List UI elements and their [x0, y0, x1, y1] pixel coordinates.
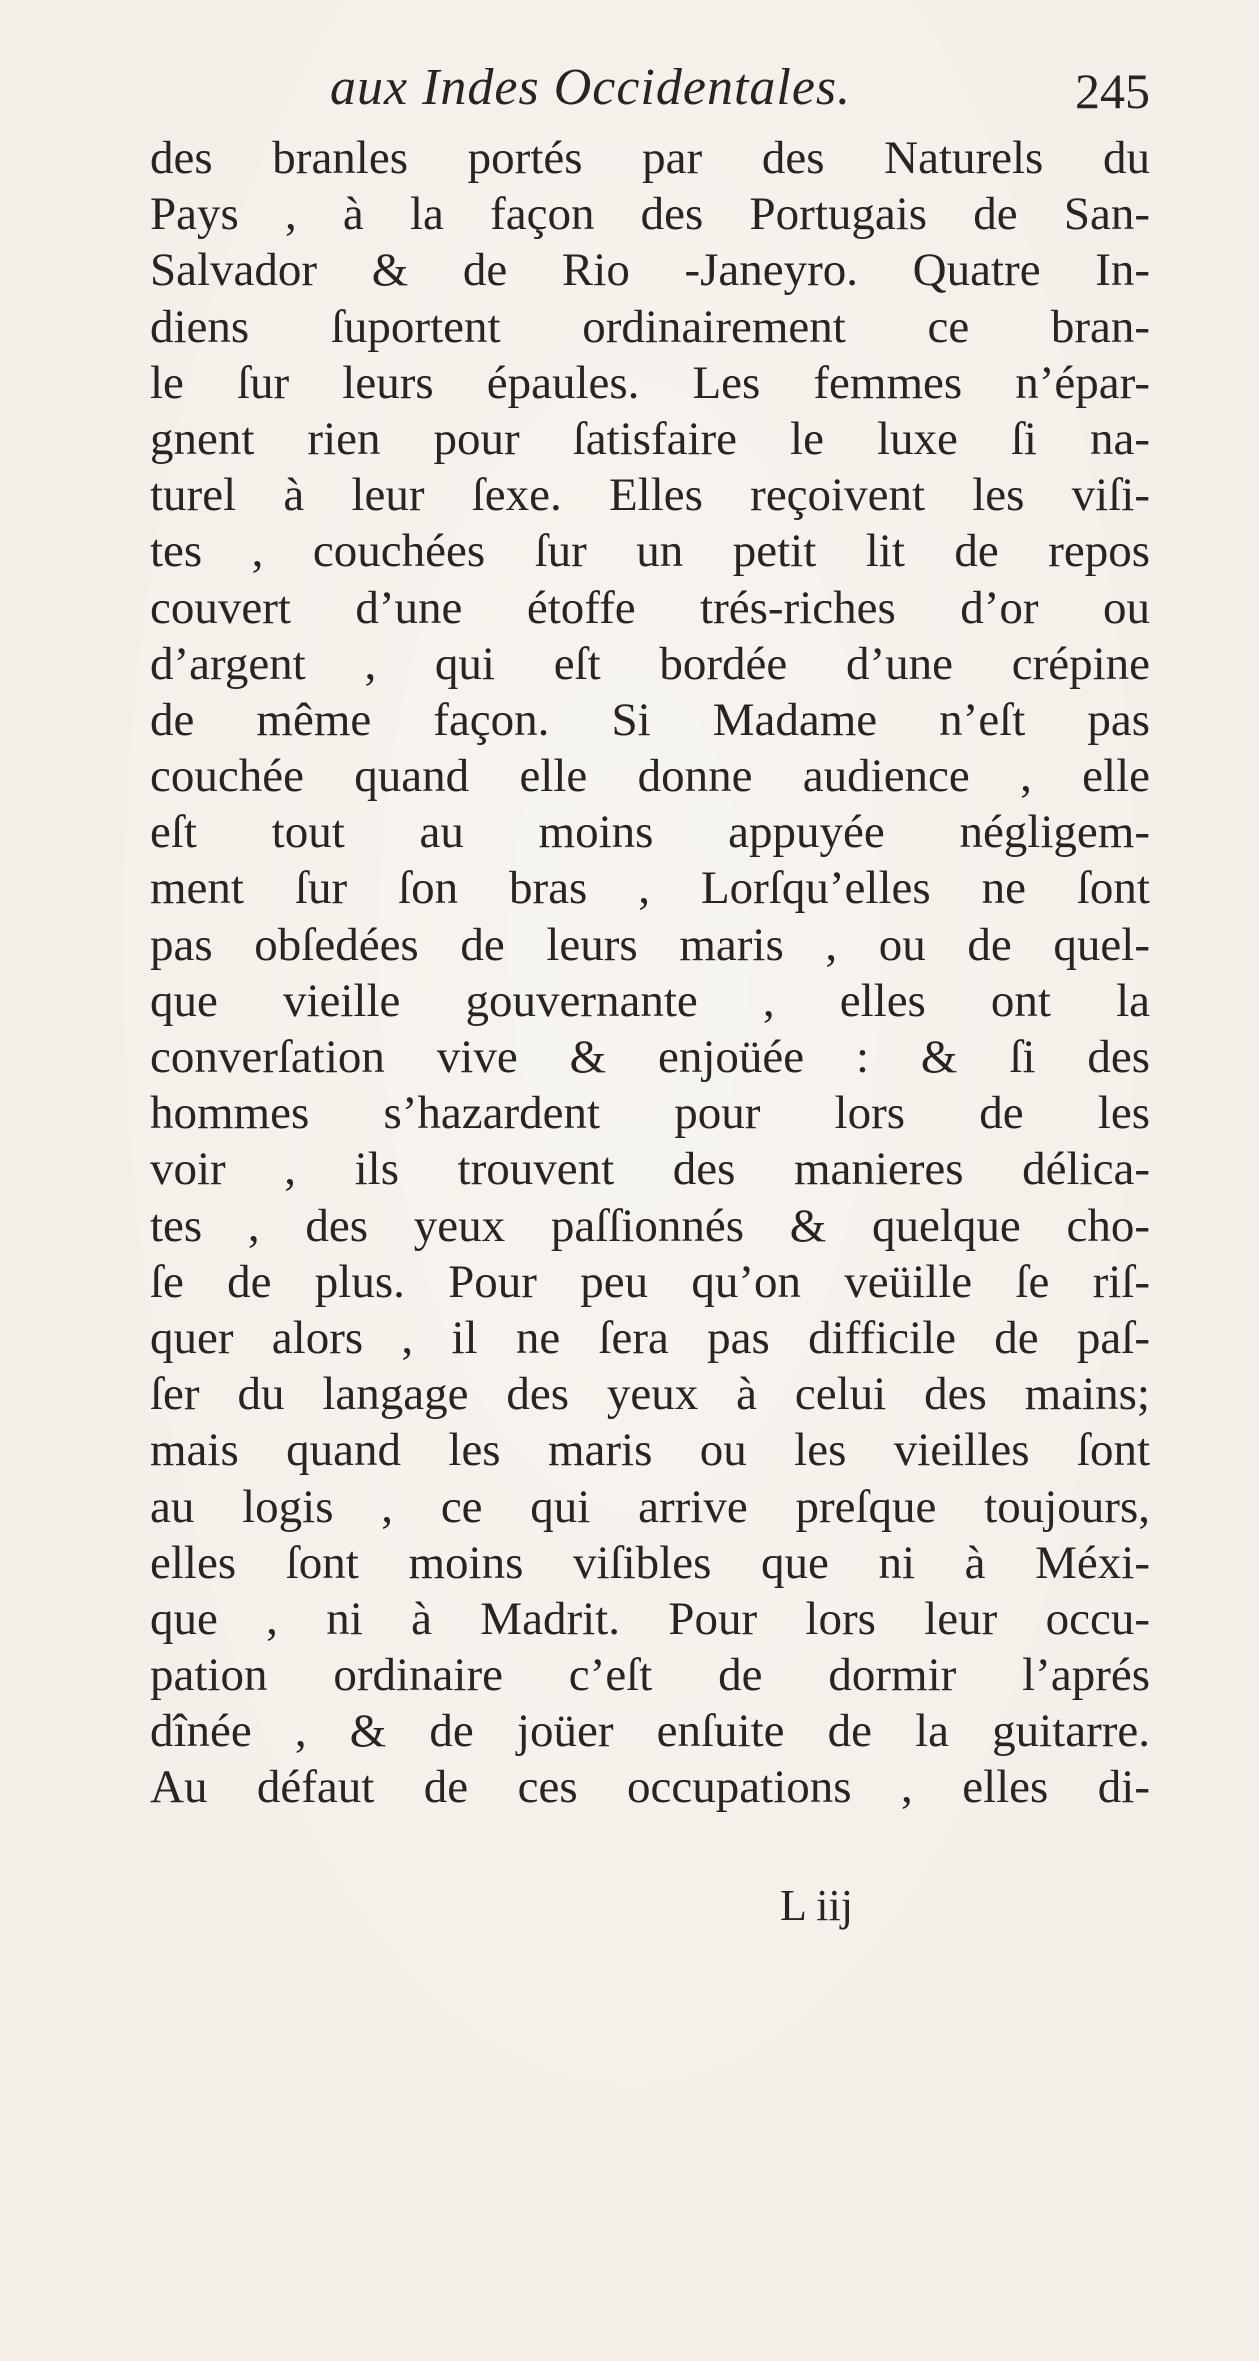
text-line: ſer du langage des yeux à celui des mains;: [150, 1368, 1150, 1421]
text-line: voir , ils trouvent des manieres délica-: [150, 1143, 1150, 1196]
signature-mark: L iij: [780, 1881, 853, 1930]
text-line: Salvador & de Rio -Janeyro. Quatre In-: [150, 244, 1150, 297]
text-line: eſt tout au moins appuyée négligem-: [150, 806, 1150, 859]
text-line: couvert d’une étoffe trés-riches d’or ou: [150, 581, 1150, 634]
text-line: pas obſedées de leurs maris , ou de quel-: [150, 918, 1150, 971]
text-line: tes , des yeux paſſionnés & quelque cho-: [150, 1199, 1150, 1252]
text-line: hommes s’hazardent pour lors de les: [150, 1087, 1150, 1140]
text-line: Au défaut de ces occupations , elles di-: [150, 1761, 1150, 1814]
text-line: Pays , à la façon des Portugais de San-: [150, 188, 1150, 241]
text-line: elles ſont moins viſibles que ni à Méxi-: [150, 1536, 1150, 1589]
running-title: aux Indes Occidentales.: [330, 59, 852, 116]
text-line: de même façon. Si Madame n’eſt pas: [150, 693, 1150, 746]
text-line: quer alors , il ne ſera pas difficile de paſ-: [150, 1311, 1150, 1364]
text-line: pation ordinaire c’eſt de dormir l’aprés: [150, 1649, 1150, 1702]
body-text: [150, 130, 1150, 1816]
text-line: au logis , ce qui arrive preſque toujours,: [150, 1480, 1150, 1533]
text-line: mais quand les maris ou les vieilles ſont: [150, 1424, 1150, 1477]
text-line: que , ni à Madrit. Pour lors leur occu-: [150, 1592, 1150, 1645]
page-number: 245: [1075, 63, 1150, 119]
text-line: couchée quand elle donne audience , elle: [150, 750, 1150, 803]
text-line: que vieille gouvernante , elles ont la: [150, 974, 1150, 1027]
text-line: le ſur leurs épaules. Les femmes n’épar-: [150, 356, 1150, 409]
text-line: converſation vive & enjoüée : & ſi des: [150, 1031, 1150, 1083]
text-line: des branles portés par des Naturels du: [150, 132, 1150, 184]
text-line: ment ſur ſon bras , Lorſqu’elles ne ſont: [150, 862, 1150, 915]
text-line: dînée , & de joüer enſuite de la guitarre.: [150, 1705, 1150, 1758]
text-line: diens ſuportent ordinairement ce bran-: [150, 300, 1150, 353]
text-line: gnent rien pour ſatisfaire le luxe ſi na-: [150, 412, 1150, 465]
text-line: turel à leur ſexe. Elles reçoivent les viſi-: [150, 469, 1150, 522]
text-line: ſe de plus. Pour peu qu’on veüille ſe riſ-: [150, 1255, 1150, 1308]
text-line: d’argent , qui eſt bordée d’une crépine: [150, 637, 1150, 690]
text-line: tes , couchées ſur un petit lit de repos: [150, 525, 1150, 578]
